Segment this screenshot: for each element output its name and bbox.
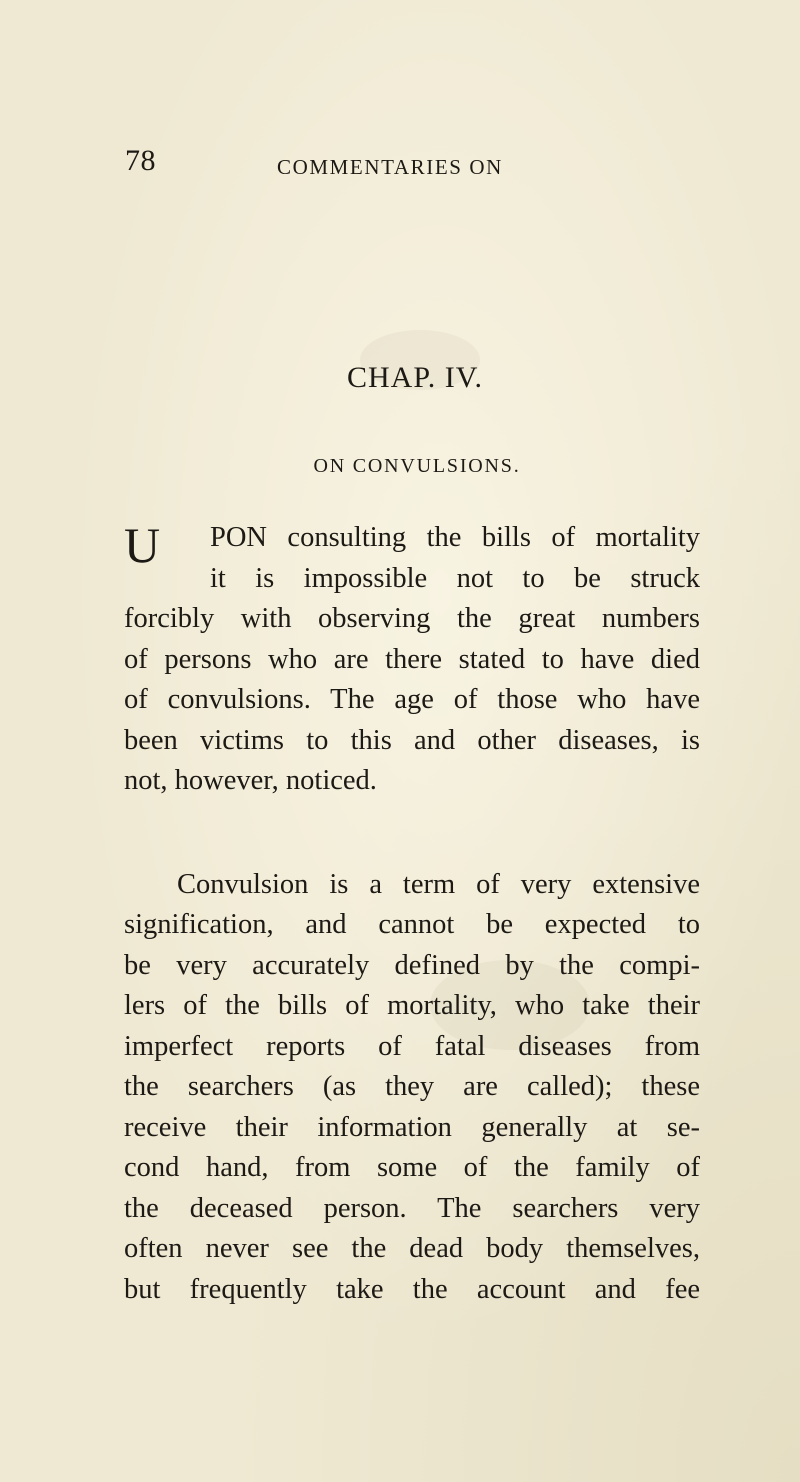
text-line: Convulsion is a term of very extensive bbox=[177, 868, 700, 900]
text-line: not, however, noticed. bbox=[124, 765, 377, 796]
body-text bbox=[124, 518, 700, 1310]
text-line: lers of the bills of mortality, who take their bbox=[124, 990, 700, 1021]
text-line: but frequently take the account and fee bbox=[124, 1273, 700, 1305]
text-line: signification, and cannot be expected to bbox=[124, 909, 700, 940]
drop-cap: U bbox=[124, 517, 161, 573]
chapter-title: CHAP. IV. bbox=[347, 361, 483, 394]
text-line: cond hand, from some of the family of bbox=[124, 1152, 700, 1183]
text-line bbox=[124, 517, 700, 573]
running-head: COMMENTARIES ON bbox=[277, 155, 503, 179]
paragraph-1 bbox=[124, 518, 700, 802]
line-text: PON consulting the bills of mortality bbox=[210, 522, 700, 553]
text-line: of convulsions. The age of those who have bbox=[124, 684, 700, 715]
chapter-subtitle: ON CONVULSIONS. bbox=[313, 455, 521, 477]
text-line: the deceased person. The searchers very bbox=[124, 1192, 700, 1224]
paragraph-gap bbox=[124, 802, 700, 865]
line-text: it is impossible not to be struck bbox=[210, 562, 700, 594]
text-line: the searchers (as they are called); these bbox=[124, 1071, 700, 1102]
text-line: forcibly with observing the great numbers bbox=[124, 603, 700, 634]
text-line bbox=[124, 559, 700, 600]
text-line: imperfect reports of fatal diseases from bbox=[124, 1030, 700, 1062]
paragraph-2 bbox=[124, 865, 700, 1311]
text-line: receive their information generally at se- bbox=[124, 1111, 700, 1143]
page-number: 78 bbox=[125, 144, 156, 177]
text-line: often never see the dead body themselves, bbox=[124, 1233, 700, 1264]
text-line: be very accurately defined by the compi- bbox=[124, 949, 700, 981]
text-line: been victims to this and other diseases, is bbox=[124, 724, 700, 756]
text-line: of persons who are there stated to have died bbox=[124, 643, 700, 675]
